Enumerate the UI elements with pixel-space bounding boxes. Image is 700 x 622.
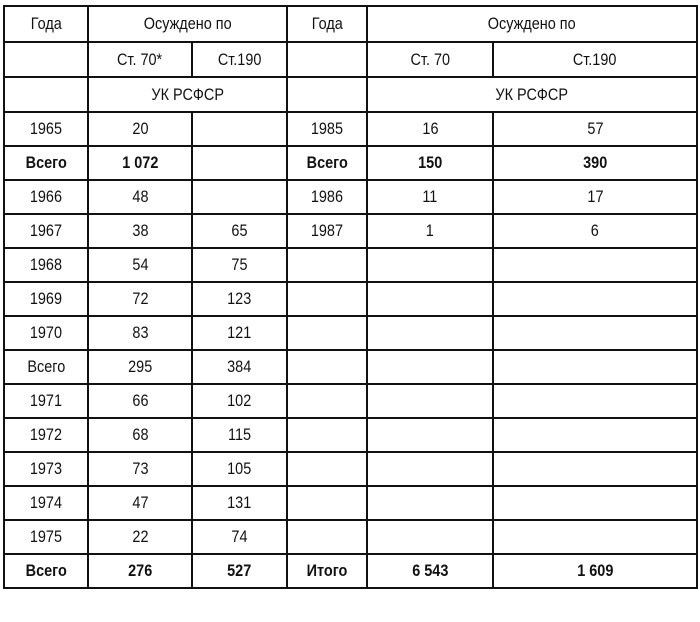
table-row [4,418,697,452]
table-row [4,180,697,214]
header-row [4,6,697,42]
art190-cell-left [192,112,287,146]
year-cell-left: 1966 [4,180,88,214]
year-cell-right: 1985 [287,112,367,146]
art70-cell-left: 276 [88,554,192,588]
art190-cell-right: 390 [493,146,697,180]
art70-cell-left: 1 072 [88,146,192,180]
year-cell-left: 1968 [4,248,88,282]
art190-cell-left: 65 [192,214,287,248]
empty-header-cell [4,77,88,112]
table-row [4,146,697,180]
art70-cell-right: 11 [367,180,493,214]
art70-cell-right: 16 [367,112,493,146]
year-cell-right: Всего [287,146,367,180]
art190-cell-right [493,384,697,418]
year-cell-left: Всего [4,554,88,588]
year-cell-left: 1970 [4,316,88,350]
year-cell-right [287,316,367,350]
art70-cell-left: 73 [88,452,192,486]
art70-cell-right [367,418,493,452]
table-row [4,452,697,486]
year-cell-left: 1973 [4,452,88,486]
code-header-right: УК РСФСР [367,77,697,112]
art70-cell-left: 72 [88,282,192,316]
year-cell-right [287,248,367,282]
art190-cell-left: 131 [192,486,287,520]
table-row [4,248,697,282]
art190-cell-right: 6 [493,214,697,248]
code-header-left: УК РСФСР [88,77,287,112]
year-cell-right: Итого [287,554,367,588]
art190-cell-right [493,520,697,554]
art190-cell-right [493,452,697,486]
art70-cell-left: 20 [88,112,192,146]
year-cell-right [287,350,367,384]
table-row [4,282,697,316]
art70-cell-left: 38 [88,214,192,248]
art190-cell-left: 105 [192,452,287,486]
art190-cell-right: 57 [493,112,697,146]
year-cell-left: 1971 [4,384,88,418]
art190-cell-right [493,282,697,316]
table-row [4,520,697,554]
convictions-table [3,5,698,589]
year-cell-left: 1975 [4,520,88,554]
art190-cell-left: 115 [192,418,287,452]
year-cell-left: 1974 [4,486,88,520]
table-row [4,486,697,520]
art190-cell-left: 384 [192,350,287,384]
art190-cell-left: 527 [192,554,287,588]
art70-cell-right [367,384,493,418]
table-row [4,112,697,146]
art70-header-right: Ст. 70 [367,42,493,77]
art190-cell-right [493,486,697,520]
art70-cell-right: 1 [367,214,493,248]
article-header-row [4,42,697,77]
year-cell-right [287,384,367,418]
year-cell-left: Всего [4,350,88,384]
table-row [4,316,697,350]
art70-cell-right [367,316,493,350]
year-header-right: Года [287,6,367,42]
art70-cell-right [367,486,493,520]
year-cell-right [287,452,367,486]
table-row [4,384,697,418]
art70-cell-left: 68 [88,418,192,452]
year-cell-right: 1987 [287,214,367,248]
art190-cell-right [493,418,697,452]
convicted-header-right: Осуждено по [367,6,697,42]
art70-cell-right [367,350,493,384]
art70-header-left: Ст. 70* [88,42,192,77]
year-cell-left: 1967 [4,214,88,248]
year-cell-right: 1986 [287,180,367,214]
table-row [4,214,697,248]
year-cell-left: 1972 [4,418,88,452]
convicted-header-left: Осуждено по [88,6,287,42]
art190-cell-right: 1 609 [493,554,697,588]
art70-cell-left: 47 [88,486,192,520]
art70-cell-left: 48 [88,180,192,214]
art190-cell-left [192,146,287,180]
empty-header-cell [4,42,88,77]
art70-cell-left: 54 [88,248,192,282]
empty-header-cell [287,42,367,77]
art190-header-left: Ст.190 [192,42,287,77]
art70-cell-right: 6 543 [367,554,493,588]
art190-cell-right [493,248,697,282]
art70-cell-right [367,520,493,554]
art70-cell-left: 295 [88,350,192,384]
art190-cell-right [493,316,697,350]
art190-cell-left: 121 [192,316,287,350]
art190-cell-left: 74 [192,520,287,554]
year-cell-left: Всего [4,146,88,180]
code-header-row [4,77,697,112]
art190-cell-left: 123 [192,282,287,316]
art190-cell-right: 17 [493,180,697,214]
data-rows [4,112,697,588]
table-row [4,350,697,384]
year-cell-right [287,486,367,520]
table-row [4,554,697,588]
year-cell-right [287,418,367,452]
art70-cell-right: 150 [367,146,493,180]
year-header-left: Года [4,6,88,42]
art190-header-right: Ст.190 [493,42,697,77]
year-cell-left: 1969 [4,282,88,316]
art190-cell-left: 75 [192,248,287,282]
year-cell-right [287,520,367,554]
art70-cell-left: 83 [88,316,192,350]
art70-cell-right [367,282,493,316]
art70-cell-right [367,452,493,486]
year-cell-left: 1965 [4,112,88,146]
art190-cell-left: 102 [192,384,287,418]
art70-cell-left: 66 [88,384,192,418]
art190-cell-right [493,350,697,384]
art70-cell-left: 22 [88,520,192,554]
year-cell-right [287,282,367,316]
empty-header-cell [287,77,367,112]
art190-cell-left [192,180,287,214]
art70-cell-right [367,248,493,282]
